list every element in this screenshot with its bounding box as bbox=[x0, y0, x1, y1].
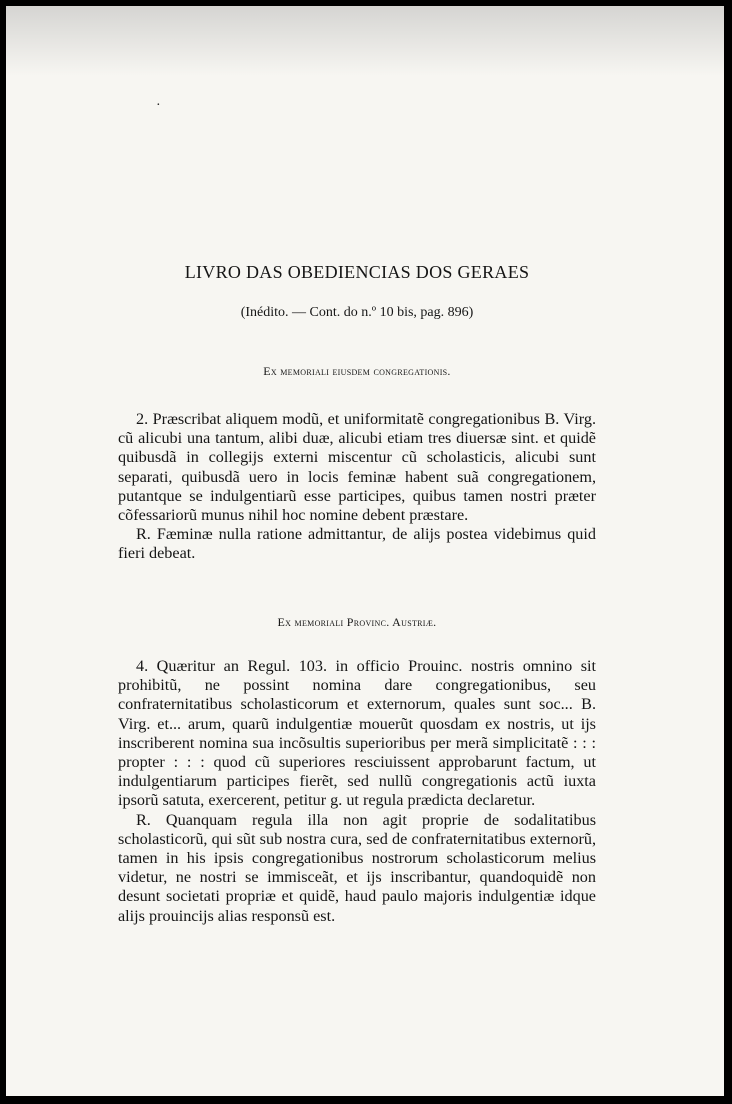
scan-grain bbox=[6, 6, 724, 76]
paragraph-2: 2. Præscribat aliquem modũ, et uniformitatẽ congregationibus B. Virg. cũ alicubi una tantum, alibi duæ, alicubi etiam tres diuersæ sint. et quidẽ quibusdã in collegijs externi miscentur cũ scholasticis, alicubi sunt separati, quibusdã uero in locis feminæ habent suã congregationem, putantque se indulgentiarũ esse participes, quibus tamen nostri præter cõfessariorũ munus nihil hoc nomine debent præstare. bbox=[118, 410, 596, 525]
section2-caption: Ex memoriali Provinc. Austriæ. bbox=[277, 615, 437, 629]
stray-mark: · bbox=[156, 98, 161, 113]
paragraph-4: 4. Quæritur an Regul. 103. in officio Prouinc. nostris omnino sit prohibitũ, ne possint nomina dare congregationibus, seu confraternitatibus scholasticorum et externorum, quales sunt soc... B. Virg. et... arum, quarũ indulgentiæ mouerũt quosdam ex nostris, ut ijs inscriberent nomina sua incõsultis superioribus per merã simplicitatẽ : : : propter : : : quod cũ superiores resciuissent approbarunt factum, ut indulgentiarum participes fierẽt, sed nullũ congregationis actũ iuxta ipsorũ satuta, exercerent, petitur g. ut regula prædicta declaretur. bbox=[118, 657, 596, 810]
paragraph-2-reply: R. Fæminæ nulla ratione admittantur, de alijs postea videbimus quid fieri debeat. bbox=[118, 525, 596, 563]
section2-text bbox=[118, 657, 596, 926]
paragraph-4-reply: R. Quanquam regula illa non agit proprie de sodalitatibus scholasticorũ, qui sũt sub nostra cura, sed de confraternitatibus externorũ, tamen in his ipsis congregationibus nostrorum scholasticorum melius videtur, ne nostri se immisceãt, et ijs inscribantur, quandoquidẽ non desunt societati propriæ et quidẽ, haud paulo majoris indulgentiæ idque alijs prouincijs alias responsũ est. bbox=[118, 810, 596, 925]
page-title: LIVRO DAS OBEDIENCIAS DOS GERAES bbox=[184, 262, 530, 282]
section1-text bbox=[118, 410, 596, 564]
page-subtitle: (Inédito. — Cont. do n.º 10 bis, pag. 896) bbox=[240, 305, 474, 320]
section1-caption: Ex memoriali eiusdem congregationis. bbox=[263, 364, 451, 378]
document-page bbox=[6, 6, 724, 1096]
